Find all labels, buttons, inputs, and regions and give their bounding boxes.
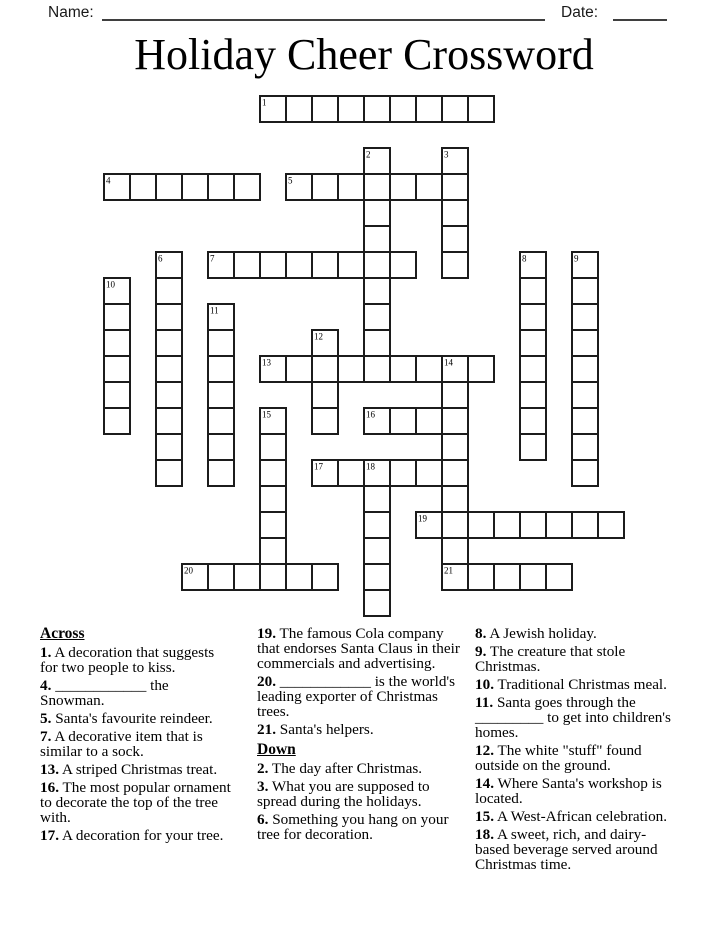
clue-number: 1. bbox=[40, 644, 52, 661]
grid-cell[interactable] bbox=[208, 382, 234, 408]
grid-cell[interactable] bbox=[156, 460, 182, 486]
cell-number: 3 bbox=[444, 149, 449, 160]
grid-cell[interactable] bbox=[572, 434, 598, 460]
clue-item: 7. A decorative item that is similar to a sock. bbox=[40, 728, 203, 760]
grid-cell[interactable] bbox=[208, 408, 234, 434]
grid-cell[interactable] bbox=[364, 96, 390, 122]
grid-cell[interactable] bbox=[364, 200, 390, 226]
grid-cell[interactable] bbox=[260, 538, 286, 564]
grid-cell[interactable] bbox=[494, 564, 520, 590]
grid-cell[interactable] bbox=[520, 330, 546, 356]
cell-number: 17 bbox=[314, 461, 323, 472]
grid-cell[interactable] bbox=[234, 174, 260, 200]
clue-item: 16. The most popular ornament to decorate the top of the tree with. bbox=[40, 779, 231, 826]
clue-item: 19. The famous Cola company that endorses Santa Claus in their commercials and advertising. bbox=[257, 625, 460, 672]
clue-item: 6. Something you hang on your tree for decoration. bbox=[257, 811, 449, 843]
grid-cell[interactable] bbox=[546, 512, 572, 538]
grid-cell[interactable] bbox=[156, 408, 182, 434]
cell-number: 21 bbox=[444, 565, 453, 576]
clue-item: 21. Santa's helpers. bbox=[257, 721, 374, 738]
grid-cell[interactable] bbox=[208, 564, 234, 590]
clue-item: 3. What you are supposed to spread during the holidays. bbox=[257, 778, 430, 810]
grid-cell[interactable] bbox=[364, 174, 390, 200]
grid-cell[interactable] bbox=[520, 304, 546, 330]
clue-number: 17. bbox=[40, 827, 59, 844]
grid-cell[interactable] bbox=[572, 330, 598, 356]
clue-item: 12. The white "stuff" found outside on the ground. bbox=[475, 742, 642, 774]
grid-cell[interactable] bbox=[442, 252, 468, 278]
grid-cell[interactable] bbox=[364, 226, 390, 252]
clue-item: 17. A decoration for your tree. bbox=[40, 827, 224, 844]
clue-item: 9. The creature that stole Christmas. bbox=[475, 643, 626, 675]
across-clue-list-continued bbox=[257, 626, 465, 737]
grid-cell[interactable] bbox=[520, 356, 546, 382]
date-blank-line[interactable] bbox=[613, 19, 667, 21]
grid-cell[interactable] bbox=[286, 252, 312, 278]
clue-number: 20. bbox=[257, 673, 276, 690]
grid-cell[interactable] bbox=[416, 460, 442, 486]
clue-number: 4. bbox=[40, 677, 52, 694]
grid-cell[interactable] bbox=[390, 408, 416, 434]
grid-cell[interactable] bbox=[104, 382, 130, 408]
grid-cell[interactable] bbox=[286, 96, 312, 122]
clue-number: 6. bbox=[257, 811, 269, 828]
grid-cell[interactable] bbox=[390, 96, 416, 122]
grid-cell[interactable] bbox=[468, 512, 494, 538]
grid-cell[interactable] bbox=[520, 278, 546, 304]
clue-item: 1. A decoration that suggests for two people to kiss. bbox=[40, 644, 215, 676]
crossword-grid[interactable] bbox=[102, 94, 626, 618]
cell-number: 10 bbox=[106, 279, 115, 290]
cell-number: 11 bbox=[210, 305, 219, 316]
grid-cell[interactable] bbox=[520, 564, 546, 590]
grid-cell[interactable] bbox=[260, 252, 286, 278]
grid-cell[interactable] bbox=[364, 278, 390, 304]
grid-cell[interactable] bbox=[208, 356, 234, 382]
grid-cell[interactable] bbox=[572, 382, 598, 408]
grid-cell[interactable] bbox=[468, 356, 494, 382]
grid-cell[interactable] bbox=[338, 356, 364, 382]
grid-cell[interactable] bbox=[416, 408, 442, 434]
grid-cell[interactable] bbox=[260, 460, 286, 486]
clue-item: 13. A striped Christmas treat. bbox=[40, 761, 218, 778]
cell-number: 15 bbox=[262, 409, 271, 420]
clue-item: 14. Where Santa's workshop is located. bbox=[475, 775, 662, 807]
grid-cell[interactable] bbox=[104, 304, 130, 330]
grid-cell[interactable] bbox=[286, 356, 312, 382]
grid-cell[interactable] bbox=[598, 512, 624, 538]
grid-cell[interactable] bbox=[416, 96, 442, 122]
page-title: Holiday Cheer Crossword bbox=[134, 30, 594, 79]
grid-cell[interactable] bbox=[442, 96, 468, 122]
clue-number: 13. bbox=[40, 761, 59, 778]
clue-number: 8. bbox=[475, 625, 487, 642]
grid-cell[interactable] bbox=[208, 174, 234, 200]
cell-number: 6 bbox=[158, 253, 163, 264]
clues-column-2 bbox=[257, 626, 465, 845]
down-clue-list bbox=[257, 761, 465, 842]
cell-number: 20 bbox=[184, 565, 193, 576]
grid-cell[interactable] bbox=[260, 512, 286, 538]
grid-cell[interactable] bbox=[208, 460, 234, 486]
clue-number: 9. bbox=[475, 643, 487, 660]
grid-cell[interactable] bbox=[156, 382, 182, 408]
grid-cell[interactable] bbox=[390, 252, 416, 278]
grid-cell[interactable] bbox=[572, 460, 598, 486]
clue-item: 2. The day after Christmas. bbox=[257, 760, 423, 777]
grid-cell[interactable] bbox=[364, 252, 390, 278]
date-label: Date: bbox=[561, 4, 599, 21]
clue-number: 10. bbox=[475, 676, 494, 693]
grid-cell[interactable] bbox=[572, 512, 598, 538]
cell-number: 7 bbox=[210, 253, 215, 264]
grid-cell[interactable] bbox=[338, 460, 364, 486]
cell-number: 1 bbox=[262, 97, 267, 108]
grid-cell[interactable] bbox=[156, 330, 182, 356]
clue-number: 21. bbox=[257, 721, 276, 738]
grid-cell[interactable] bbox=[468, 96, 494, 122]
clue-item: 11. Santa goes through the _________ to get into children's homes. bbox=[475, 694, 671, 741]
grid-cell[interactable] bbox=[286, 564, 312, 590]
down-clue-list-continued bbox=[475, 626, 678, 872]
clue-item: 15. A West-African celebration. bbox=[475, 808, 668, 825]
grid-cell[interactable] bbox=[364, 304, 390, 330]
grid-cell[interactable] bbox=[364, 512, 390, 538]
grid-cell[interactable] bbox=[156, 174, 182, 200]
clue-item: 5. Santa's favourite reindeer. bbox=[40, 710, 213, 727]
grid-cell[interactable] bbox=[130, 174, 156, 200]
clue-number: 11. bbox=[475, 694, 494, 711]
grid-cell[interactable] bbox=[156, 304, 182, 330]
grid-cell[interactable] bbox=[338, 96, 364, 122]
grid-cell[interactable] bbox=[104, 356, 130, 382]
grid-cell[interactable] bbox=[182, 174, 208, 200]
grid-cell[interactable] bbox=[442, 408, 468, 434]
clue-item: 18. A sweet, rich, and dairy-based beverage served around Christmas time. bbox=[475, 826, 658, 873]
name-blank-line[interactable] bbox=[102, 19, 545, 21]
grid-cell[interactable] bbox=[312, 96, 338, 122]
grid-cell[interactable] bbox=[260, 486, 286, 512]
grid-cell[interactable] bbox=[442, 486, 468, 512]
clues-column-1 bbox=[40, 626, 235, 846]
cell-number: 12 bbox=[314, 331, 323, 342]
grid-cell[interactable] bbox=[390, 356, 416, 382]
grid-cell[interactable] bbox=[312, 382, 338, 408]
grid-cell[interactable] bbox=[364, 590, 390, 616]
grid-cell[interactable] bbox=[338, 174, 364, 200]
grid-cell[interactable] bbox=[364, 356, 390, 382]
grid-cell[interactable] bbox=[390, 460, 416, 486]
grid-cell[interactable] bbox=[572, 356, 598, 382]
clue-item: 10. Traditional Christmas meal. bbox=[475, 676, 667, 693]
grid-cell[interactable] bbox=[260, 434, 286, 460]
clue-item: 4. ____________ the Snowman. bbox=[40, 677, 169, 709]
across-clue-list bbox=[40, 645, 235, 843]
grid-cell[interactable] bbox=[520, 408, 546, 434]
grid-cell[interactable] bbox=[156, 434, 182, 460]
clue-number: 12. bbox=[475, 742, 494, 759]
clue-number: 2. bbox=[257, 760, 269, 777]
grid-cell[interactable] bbox=[312, 356, 338, 382]
grid-cell[interactable] bbox=[442, 460, 468, 486]
grid-cell[interactable] bbox=[442, 512, 468, 538]
grid-cell[interactable] bbox=[312, 174, 338, 200]
grid-cell[interactable] bbox=[364, 330, 390, 356]
cell-number: 9 bbox=[574, 253, 579, 264]
grid-cell[interactable] bbox=[572, 408, 598, 434]
clue-number: 3. bbox=[257, 778, 269, 795]
clues-column-3 bbox=[475, 626, 678, 875]
grid-cell[interactable] bbox=[572, 304, 598, 330]
grid-cell[interactable] bbox=[234, 252, 260, 278]
grid-cell[interactable] bbox=[234, 564, 260, 590]
grid-cell[interactable] bbox=[312, 408, 338, 434]
grid-cell[interactable] bbox=[104, 330, 130, 356]
grid-cell[interactable] bbox=[312, 564, 338, 590]
clue-item: 8. A Jewish holiday. bbox=[475, 625, 597, 642]
grid-cell[interactable] bbox=[156, 356, 182, 382]
cell-number: 4 bbox=[106, 175, 111, 186]
grid-cell[interactable] bbox=[442, 226, 468, 252]
clue-number: 14. bbox=[475, 775, 494, 792]
clue-number: 5. bbox=[40, 710, 52, 727]
across-header: Across bbox=[40, 625, 85, 642]
grid-cell[interactable] bbox=[390, 174, 416, 200]
grid-cell[interactable] bbox=[364, 564, 390, 590]
clue-number: 15. bbox=[475, 808, 494, 825]
grid-cell[interactable] bbox=[468, 564, 494, 590]
cell-number: 2 bbox=[366, 149, 371, 160]
grid-cell[interactable] bbox=[442, 200, 468, 226]
cell-number: 16 bbox=[366, 409, 375, 420]
grid-cell[interactable] bbox=[546, 564, 572, 590]
grid-cell[interactable] bbox=[494, 512, 520, 538]
cell-number: 19 bbox=[418, 513, 427, 524]
cell-number: 18 bbox=[366, 461, 375, 472]
cell-number: 14 bbox=[444, 357, 453, 368]
grid-cell[interactable] bbox=[442, 174, 468, 200]
grid-cell[interactable] bbox=[520, 434, 546, 460]
grid-cell[interactable] bbox=[104, 408, 130, 434]
grid-cell[interactable] bbox=[338, 252, 364, 278]
grid-cell[interactable] bbox=[208, 434, 234, 460]
down-header: Down bbox=[257, 741, 296, 758]
grid-cell[interactable] bbox=[520, 382, 546, 408]
grid-cell[interactable] bbox=[364, 538, 390, 564]
grid-cell[interactable] bbox=[520, 512, 546, 538]
grid-cell[interactable] bbox=[572, 278, 598, 304]
grid-cell[interactable] bbox=[312, 252, 338, 278]
grid-cell[interactable] bbox=[442, 434, 468, 460]
clue-number: 16. bbox=[40, 779, 59, 796]
name-label: Name: bbox=[48, 4, 94, 21]
clue-number: 18. bbox=[475, 826, 494, 843]
grid-cell[interactable] bbox=[442, 538, 468, 564]
grid-cell[interactable] bbox=[416, 174, 442, 200]
clue-item: 20. ____________ is the world's leading exporter of Christmas trees. bbox=[257, 673, 456, 720]
cell-number: 8 bbox=[522, 253, 527, 264]
cell-number: 13 bbox=[262, 357, 271, 368]
clue-number: 19. bbox=[257, 625, 276, 642]
clue-number: 7. bbox=[40, 728, 52, 745]
cell-number: 5 bbox=[288, 175, 293, 186]
grid-cell[interactable] bbox=[208, 330, 234, 356]
grid-cell[interactable] bbox=[442, 382, 468, 408]
grid-cell[interactable] bbox=[260, 564, 286, 590]
grid-cell[interactable] bbox=[364, 486, 390, 512]
grid-cell[interactable] bbox=[156, 278, 182, 304]
grid-cell[interactable] bbox=[416, 356, 442, 382]
